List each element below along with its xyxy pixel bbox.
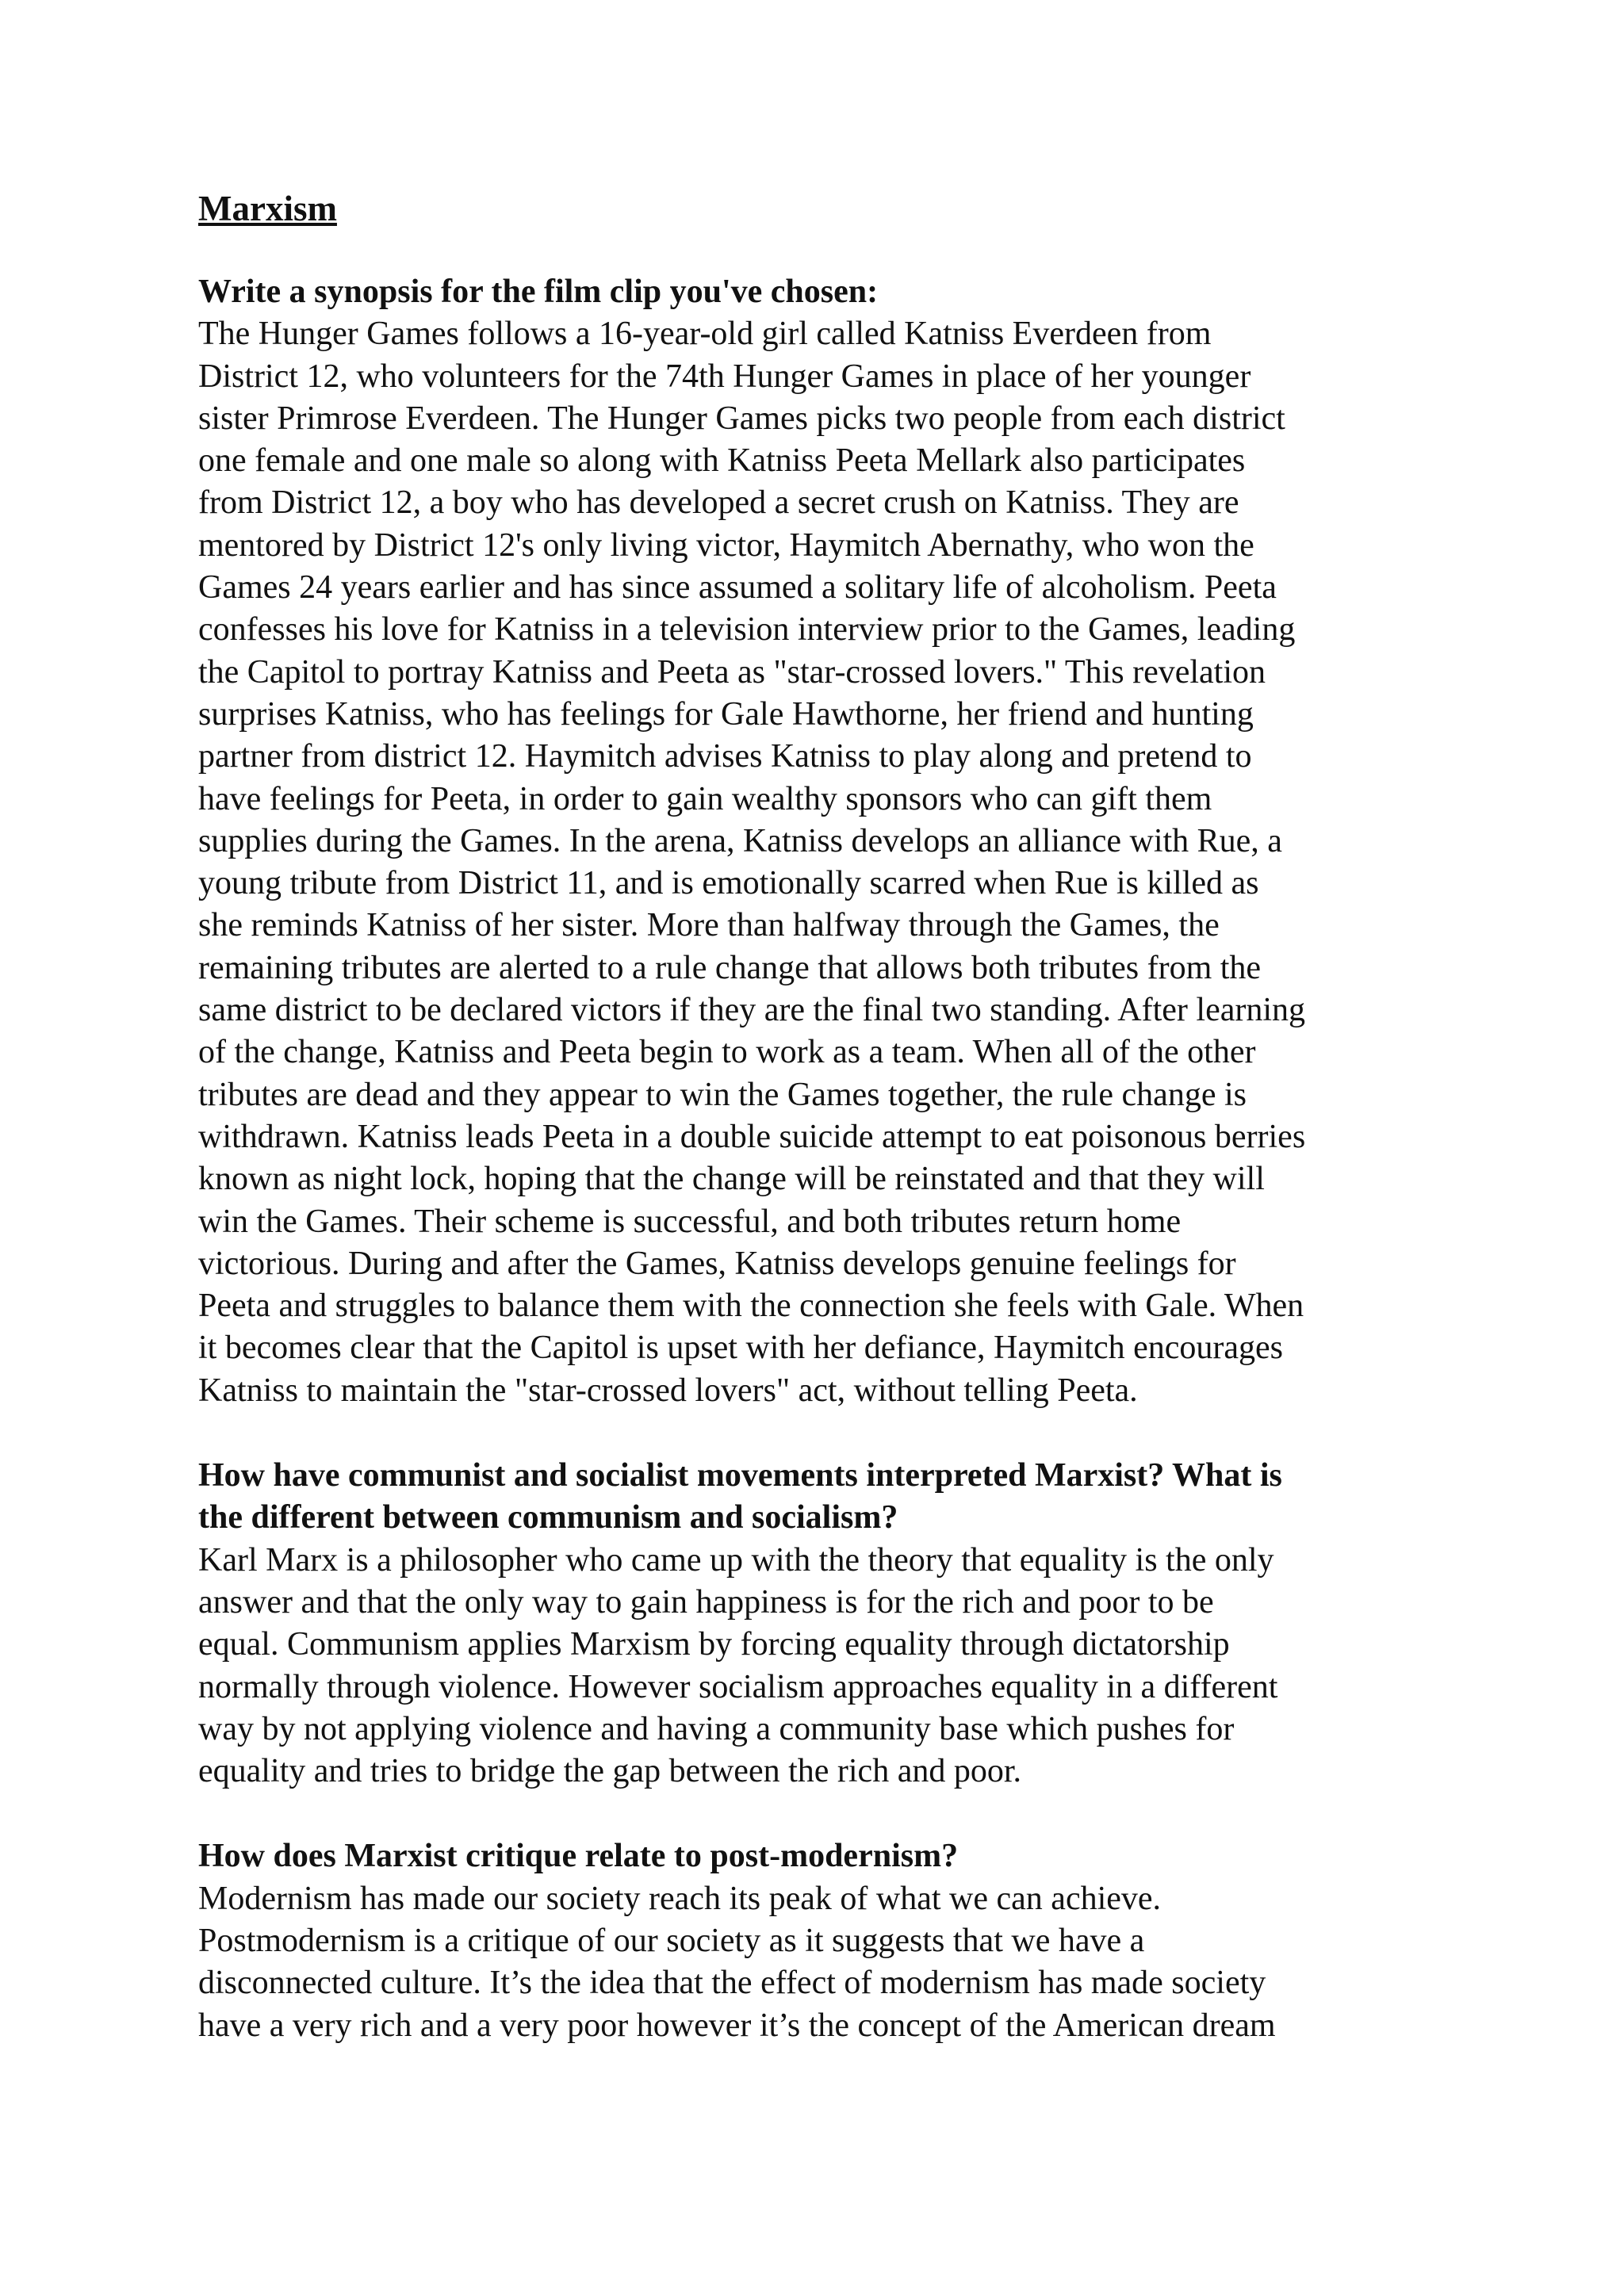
- section-answer: [198, 313, 1435, 1412]
- section-answer: [198, 1878, 1435, 2047]
- answer-line: Peeta and struggles to balance them with the connection she feels with Gale. When: [198, 1288, 1304, 1325]
- answer-line: Postmodernism is a critique of our society as it suggests that we have a: [198, 1922, 1145, 1959]
- answer-line: victorious. During and after the Games, Katniss develops genuine feelings for: [198, 1245, 1236, 1282]
- answer-line: have a very rich and a very poor however it’s the concept of the American dream: [198, 2007, 1276, 2044]
- answer-line: withdrawn. Katniss leads Peeta in a double suicide attempt to eat poisonous berries: [198, 1118, 1306, 1155]
- answer-line: confesses his love for Katniss in a television interview prior to the Games, leading: [198, 611, 1296, 649]
- answer-line: supplies during the Games. In the arena, Katniss develops an alliance with Rue, a: [198, 822, 1282, 859]
- answer-line: win the Games. Their scheme is successful, and both tributes return home: [198, 1203, 1182, 1240]
- answer-line: it becomes clear that the Capitol is upset with her defiance, Haymitch encourages: [198, 1330, 1284, 1367]
- answer-line: she reminds Katniss of her sister. More than halfway through the Games, the: [198, 907, 1220, 944]
- answer-line: young tribute from District 11, and is emotionally scarred when Rue is killed as: [198, 865, 1259, 902]
- question-line: Write a synopsis for the film clip you've chosen:: [198, 274, 879, 310]
- answer-line: Karl Marx is a philosopher who came up with the theory that equality is the only: [198, 1541, 1274, 1578]
- section-postmodernism: [198, 1835, 1435, 2046]
- answer-line: Katniss to maintain the "star-crossed lovers" act, without telling Peeta.: [198, 1372, 1138, 1409]
- answer-line: have feelings for Peeta, in order to gain wealthy sponsors who can gift them: [198, 780, 1212, 817]
- answer-line: of the change, Katniss and Peeta begin to work as a team. When all of the other: [198, 1034, 1256, 1071]
- section-question: [198, 1455, 1435, 1540]
- answer-line: same district to be declared victors if they are the final two standing. After learning: [198, 992, 1306, 1029]
- answer-line: the Capitol to portray Katniss and Peeta as "star-crossed lovers." This revelation: [198, 653, 1266, 691]
- section-synopsis: [198, 271, 1435, 1412]
- answer-line: Modernism has made our society reach its peak of what we can achieve.: [198, 1880, 1162, 1917]
- answer-line: disconnected culture. It’s the idea that the effect of modernism has made society: [198, 1965, 1266, 2002]
- answer-line: way by not applying violence and having a community base which pushes for: [198, 1710, 1235, 1747]
- answer-line: answer and that the only way to gain happiness is for the rich and poor to be: [198, 1583, 1214, 1621]
- answer-line: District 12, who volunteers for the 74th Hunger Games in place of her younger: [198, 358, 1251, 395]
- answer-line: equality and tries to bridge the gap between the rich and poor.: [198, 1753, 1022, 1790]
- answer-line: surprises Katniss, who has feelings for Gale Hawthorne, her friend and hunting: [198, 695, 1254, 733]
- section-question: [198, 271, 1435, 313]
- answer-line: Games 24 years earlier and has since assumed a solitary life of alcoholism. Peeta: [198, 569, 1277, 607]
- answer-line: tributes are dead and they appear to win the Games together, the rule change is: [198, 1076, 1247, 1113]
- question-line: the different between communism and socialism?: [198, 1499, 898, 1536]
- section-question: [198, 1835, 1435, 1877]
- answer-line: from District 12, a boy who has developed a secret crush on Katniss. They are: [198, 484, 1239, 522]
- document-title: Marxism: [198, 189, 337, 228]
- answer-line: sister Primrose Everdeen. The Hunger Games picks two people from each district: [198, 400, 1285, 437]
- answer-line: partner from district 12. Haymitch advises Katniss to play along and pretend to: [198, 738, 1252, 775]
- answer-line: The Hunger Games follows a 16-year-old girl called Katniss Everdeen from: [198, 316, 1212, 353]
- answer-line: equal. Communism applies Marxism by forcing equality through dictatorship: [198, 1626, 1230, 1663]
- document-content: [198, 187, 1435, 2090]
- answer-line: normally through violence. However socialism approaches equality in a different: [198, 1668, 1278, 1705]
- answer-line: known as night lock, hoping that the change will be reinstated and that they will: [198, 1161, 1265, 1198]
- answer-line: mentored by District 12's only living victor, Haymitch Abernathy, who won the: [198, 526, 1254, 564]
- section-answer: [198, 1540, 1435, 1793]
- section-communism-socialism: [198, 1455, 1435, 1793]
- question-line: How have communist and socialist movements interpreted Marxist? What is: [198, 1457, 1282, 1494]
- question-line: How does Marxist critique relate to post-modernism?: [198, 1838, 959, 1875]
- answer-line: remaining tributes are alerted to a rule change that allows both tributes from the: [198, 949, 1262, 986]
- answer-line: one female and one male so along with Katniss Peeta Mellark also participates: [198, 442, 1246, 480]
